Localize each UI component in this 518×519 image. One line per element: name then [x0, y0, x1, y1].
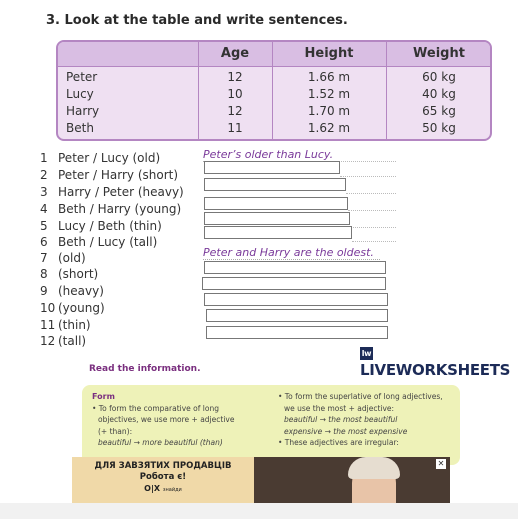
table-cell-height: 1.66 m: [307, 70, 351, 84]
item-number: 4: [40, 202, 48, 216]
bottom-bar: [0, 503, 518, 519]
info-box: [82, 385, 460, 465]
answer-input-11[interactable]: [206, 309, 388, 322]
item-prompt: Peter / Harry (short): [58, 168, 179, 182]
ad-brand-text: O|X: [144, 484, 161, 493]
table-header-divider: [58, 66, 490, 67]
item-number: 11: [40, 318, 56, 332]
answer-dotted-line: [346, 192, 396, 194]
item-number: 5: [40, 219, 48, 233]
info-form-title: Form: [92, 392, 115, 401]
ad-subline: Робота є!: [139, 472, 187, 482]
answer-dotted-line: [348, 209, 396, 211]
answer-input-6[interactable]: [204, 226, 352, 239]
answer-dotted-line: [352, 240, 396, 242]
table-cell-age: 12: [227, 104, 243, 118]
table-cell-weight: 50 kg: [422, 121, 456, 135]
ad-text-panel[interactable]: [72, 457, 254, 503]
info-right-line: beautiful → the most beautiful: [284, 415, 398, 424]
item-number: 6: [40, 235, 48, 249]
exercise-heading: [46, 13, 348, 28]
item-prompt: (thin): [58, 318, 91, 332]
table-header-height: Height: [304, 46, 354, 61]
info-right-line: • These adjectives are irregular:: [278, 438, 399, 447]
answer-input-12[interactable]: [206, 326, 388, 339]
ad-brand-logo: [72, 484, 254, 493]
table-cell-age: 11: [227, 121, 243, 135]
ad-brand-sub: знайди: [162, 487, 182, 493]
exercise-item: [40, 184, 184, 200]
answer-dotted-line: [336, 160, 396, 162]
info-left-line: beautiful → more beautiful (than): [98, 438, 223, 447]
exercise-item: [40, 317, 91, 333]
exercise-item: [40, 266, 98, 282]
answer-input-5[interactable]: [204, 212, 350, 225]
exercise-instruction: Look at the table and write sentences.: [64, 13, 348, 28]
item-number: 2: [40, 168, 48, 182]
item-prompt: Harry / Peter (heavy): [58, 185, 184, 199]
exercise-number: 3.: [46, 13, 60, 28]
info-left-line: objectives, we use more + adjective: [98, 415, 235, 424]
exercise-item: [40, 167, 178, 183]
table-cell-height: 1.62 m: [307, 121, 351, 135]
answer-input-3[interactable]: [204, 178, 346, 191]
data-table: [56, 40, 492, 141]
example-answer: Peter’s older than Lucy.: [203, 148, 339, 162]
info-left-column: [92, 391, 267, 449]
item-number: 8: [40, 267, 48, 281]
item-prompt: (heavy): [58, 284, 104, 298]
info-right-line: we use the most + adjective:: [284, 403, 395, 413]
item-prompt: (short): [58, 267, 99, 281]
answer-input-9[interactable]: [202, 277, 386, 290]
exercise-item: [40, 333, 86, 349]
answer-dotted-line: [340, 175, 396, 177]
item-number: 3: [40, 185, 48, 199]
table-cell-weight: 65 kg: [422, 104, 456, 118]
table-cell-height: 1.70 m: [307, 104, 351, 118]
table-cell-name: Harry: [66, 104, 100, 118]
exercise-item: [40, 300, 105, 316]
item-prompt: (tall): [58, 334, 87, 348]
info-left-line: • To form the comparative of long: [92, 403, 219, 413]
answer-input-4[interactable]: [204, 197, 348, 210]
answer-input-10[interactable]: [204, 293, 388, 306]
table-header-weight: Weight: [413, 46, 465, 61]
ad-headline: ДЛЯ ЗАВЗЯТИХ ПРОДАВЦІВ: [94, 461, 232, 471]
table-cell-height: 1.52 m: [307, 87, 351, 101]
answer-input-8[interactable]: [204, 261, 386, 274]
item-number: 7: [40, 251, 48, 265]
liveworksheets-icon: lw: [361, 349, 372, 358]
table-cell-weight: 40 kg: [422, 87, 456, 101]
item-prompt: (young): [58, 301, 105, 315]
info-right-column: [278, 391, 456, 449]
answer-dotted-line: [350, 226, 396, 228]
close-icon[interactable]: ✕: [437, 459, 445, 468]
answer-input-2[interactable]: [204, 161, 340, 174]
item-number: 1: [40, 151, 48, 165]
item-prompt: Beth / Harry (young): [58, 202, 182, 216]
info-right-line: • To form the superlative of long adjectives,: [278, 392, 443, 401]
item-number: 12: [40, 334, 56, 348]
info-left-line: (+ than):: [98, 426, 133, 436]
info-right-line: expensive → the most expensive: [284, 426, 408, 436]
exercise-item: [40, 150, 160, 166]
exercise-item: [40, 250, 86, 266]
table-cell-name: Beth: [66, 121, 94, 135]
item-prompt: (old): [58, 251, 86, 265]
read-info-label: Read the information.: [89, 364, 201, 374]
table-cell-age: 10: [227, 87, 243, 101]
ad-banner[interactable]: [72, 457, 450, 503]
table-cell-name: Lucy: [66, 87, 94, 101]
exercise-item: [40, 201, 181, 217]
table-cell-name: Peter: [66, 70, 98, 84]
exercise-item: [40, 283, 104, 299]
table-header-age: Age: [220, 46, 250, 61]
example-answer: Peter and Harry are the oldest.: [203, 246, 380, 260]
item-prompt: Beth / Lucy (tall): [58, 235, 158, 249]
logo-text: LIVEWORKSHEETS: [360, 361, 511, 379]
item-prompt: Lucy / Beth (thin): [58, 219, 162, 233]
item-number: 9: [40, 284, 48, 298]
table-cell-weight: 60 kg: [422, 70, 456, 84]
ad-image[interactable]: [254, 457, 450, 503]
exercise-item: [40, 234, 157, 250]
ad-person-hair: [348, 457, 400, 479]
exercise-item: [40, 218, 162, 234]
item-number: 10: [40, 301, 56, 315]
liveworksheets-logo[interactable]: [360, 343, 518, 379]
item-prompt: Peter / Lucy (old): [58, 151, 161, 165]
table-cell-age: 12: [227, 70, 243, 84]
